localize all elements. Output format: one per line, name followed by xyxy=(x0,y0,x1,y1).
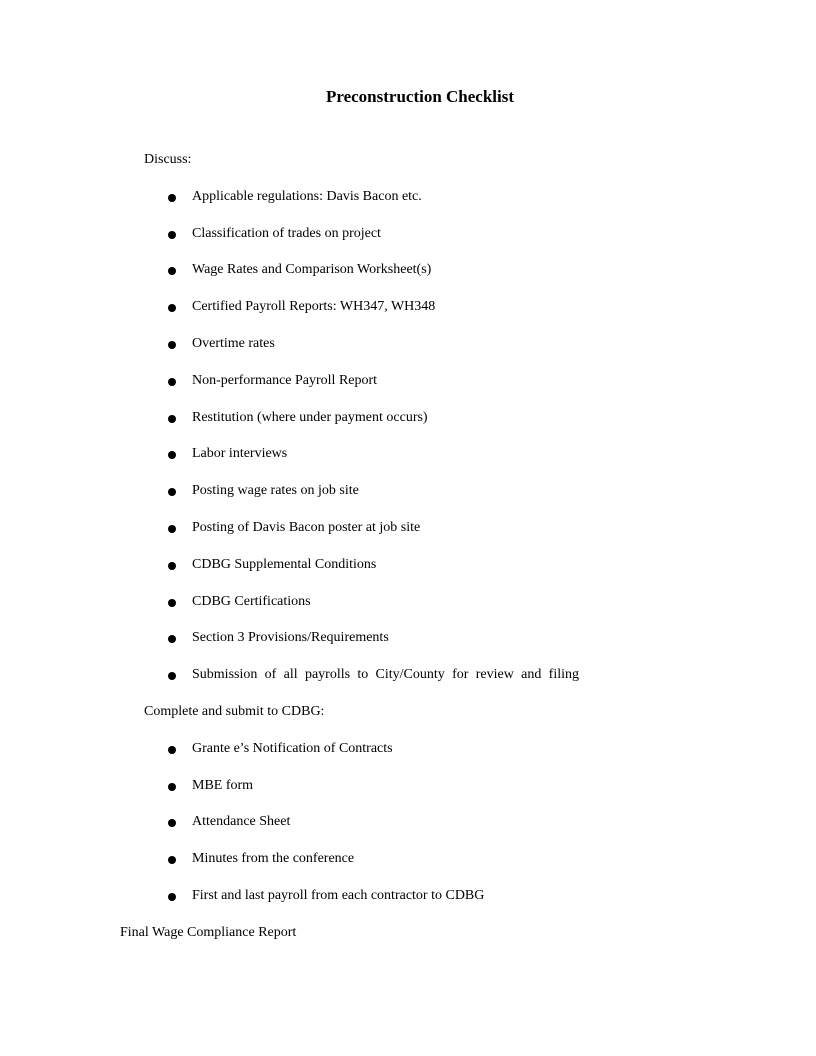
list-item: Posting of Davis Bacon poster at job site xyxy=(192,520,421,535)
bullet-icon xyxy=(168,488,176,496)
bullet-icon xyxy=(168,525,176,533)
list-item: Overtime rates xyxy=(192,336,275,351)
bullet-icon xyxy=(168,304,176,312)
list-item: Section 3 Provisions/Requirements xyxy=(192,630,389,645)
bullet-icon xyxy=(168,635,176,643)
bullet-icon xyxy=(168,562,176,570)
list-item: Certified Payroll Reports: WH347, WH348 xyxy=(192,299,436,314)
bullet-icon xyxy=(168,415,176,423)
list-item: Wage Rates and Comparison Worksheet(s) xyxy=(192,262,432,277)
list-item: Minutes from the conference xyxy=(192,851,355,866)
list-item: Non-performance Payroll Report xyxy=(192,373,378,388)
list-item: Classification of trades on project xyxy=(192,226,381,241)
bullet-icon xyxy=(168,672,176,680)
section-heading-discuss: Discuss: xyxy=(144,152,192,167)
list-item: CDBG Supplemental Conditions xyxy=(192,557,377,572)
bullet-icon xyxy=(168,378,176,386)
list-item: Posting wage rates on job site xyxy=(192,483,359,498)
list-item: Restitution (where under payment occurs) xyxy=(192,410,428,425)
section-heading-complete-and-submit: Complete and submit to CDBG: xyxy=(144,704,325,719)
bullet-icon xyxy=(168,194,176,202)
list-item: CDBG Certifications xyxy=(192,594,311,609)
bullet-icon xyxy=(168,599,176,607)
bullet-icon xyxy=(168,893,176,901)
bullet-icon xyxy=(168,783,176,791)
bullet-icon xyxy=(168,451,176,459)
list-item: Grante e’s Notification of Contracts xyxy=(192,741,393,756)
bullet-icon xyxy=(168,231,176,239)
bullet-icon xyxy=(168,267,176,275)
list-item: Applicable regulations: Davis Bacon etc. xyxy=(192,189,422,204)
bullet-icon xyxy=(168,856,176,864)
final-line: Final Wage Compliance Report xyxy=(120,925,297,940)
list-item: Submission of all payrolls to City/County for review and filing xyxy=(192,667,579,682)
page-title: Preconstruction Checklist xyxy=(325,87,515,106)
list-item: Attendance Sheet xyxy=(192,814,291,829)
list-item: First and last payroll from each contractor to CDBG xyxy=(192,888,485,903)
list-item: MBE form xyxy=(192,778,254,793)
list-item: Labor interviews xyxy=(192,446,288,461)
bullet-icon xyxy=(168,819,176,827)
bullet-icon xyxy=(168,341,176,349)
bullet-icon xyxy=(168,746,176,754)
